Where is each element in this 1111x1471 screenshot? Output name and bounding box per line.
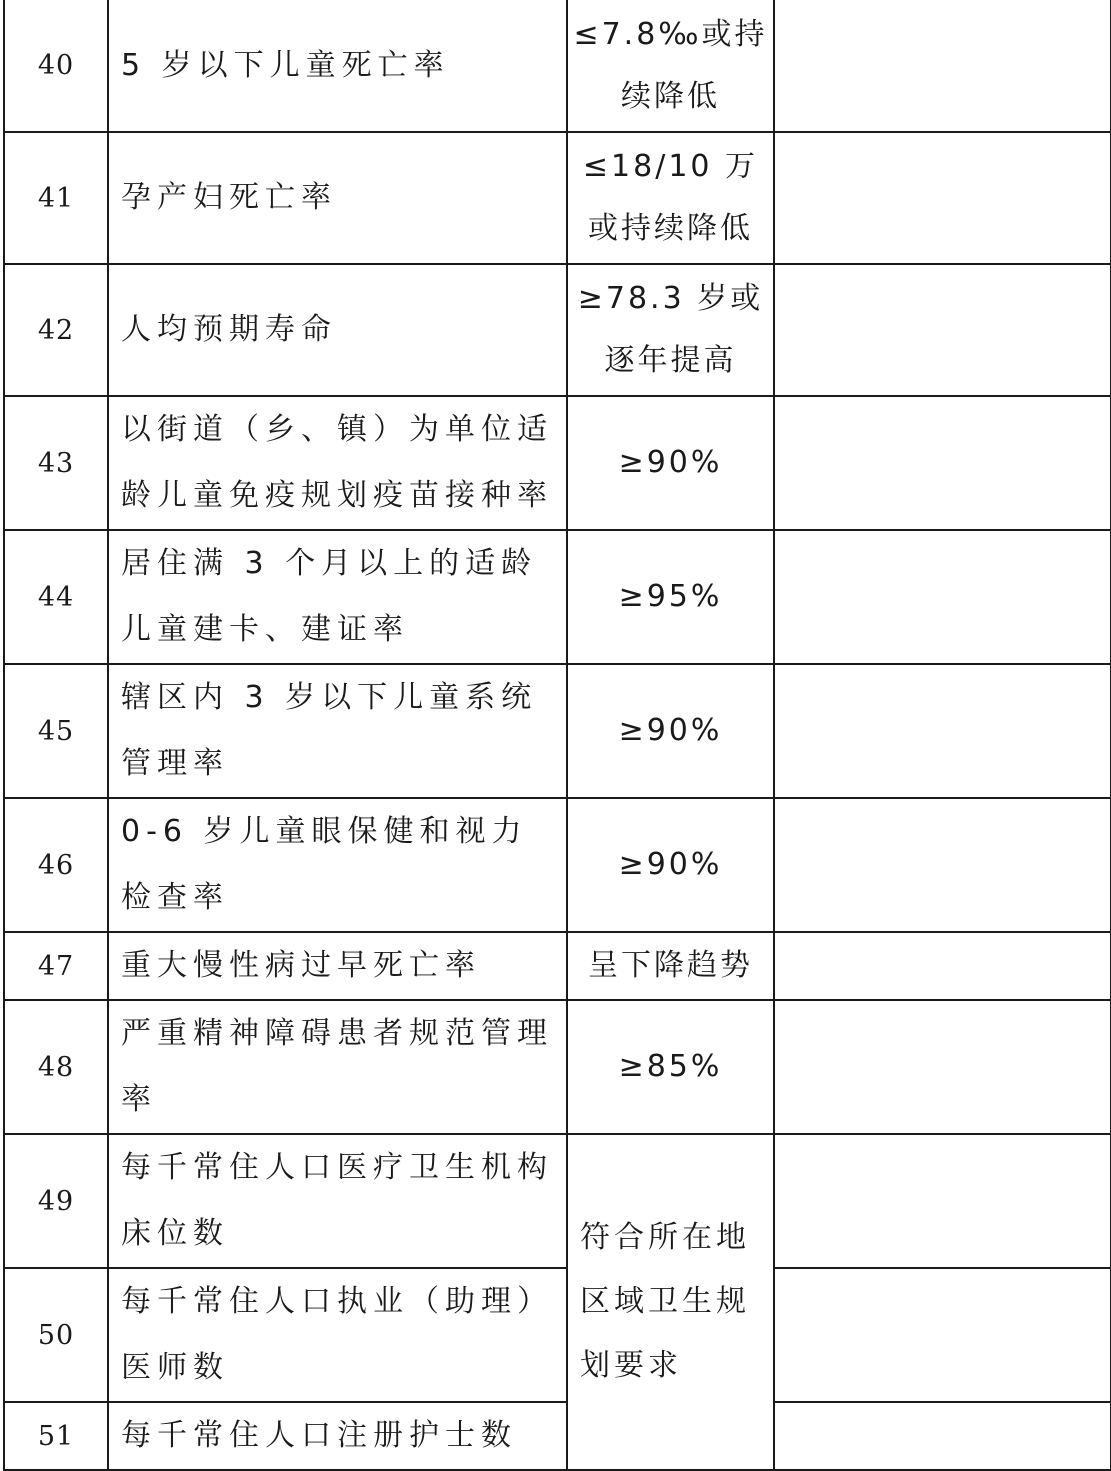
table-row: [4, 1268, 1111, 1402]
row-number: 44: [4, 530, 108, 664]
table-row: [4, 1402, 1111, 1470]
note-cell: [774, 0, 1111, 132]
note-cell: [774, 1000, 1111, 1134]
row-number: 51: [4, 1402, 108, 1470]
row-number: 46: [4, 798, 108, 932]
indicator-cell: 每千常住人口执业（助理）医师数: [108, 1268, 567, 1402]
target-cell: ≥85%: [567, 1000, 774, 1134]
row-number: 42: [4, 264, 108, 396]
indicator-cell: 严重精神障碍患者规范管理率: [108, 1000, 567, 1134]
indicator-cell: 以街道（乡、镇）为单位适龄儿童免疫规划疫苗接种率: [108, 396, 567, 530]
note-cell: [774, 530, 1111, 664]
row-number: 40: [4, 0, 108, 132]
note-cell: [774, 1134, 1111, 1268]
indicator-cell: 0-6 岁儿童眼保健和视力检查率: [108, 798, 567, 932]
row-number: 43: [4, 396, 108, 530]
table-row: [4, 798, 1111, 932]
indicator-cell: 5 岁以下儿童死亡率: [108, 0, 567, 132]
note-cell: [774, 1268, 1111, 1402]
indicator-cell: 每千常住人口医疗卫生机构床位数: [108, 1134, 567, 1268]
row-number: 47: [4, 932, 108, 1000]
table-row: [4, 1000, 1111, 1134]
row-number: 48: [4, 1000, 108, 1134]
indicator-cell: 人均预期寿命: [108, 264, 567, 396]
target-cell: ≥90%: [567, 798, 774, 932]
merged-target-cell: 符合所在地区域卫生规划要求: [567, 1134, 774, 1470]
indicator-cell: 每千常住人口注册护士数: [108, 1402, 567, 1470]
target-cell: ≥90%: [567, 396, 774, 530]
table-row: [4, 1134, 1111, 1268]
row-number: 45: [4, 664, 108, 798]
table-row: [4, 264, 1111, 396]
table-row: [4, 132, 1111, 264]
target-cell: ≥90%: [567, 664, 774, 798]
indicator-cell: 辖区内 3 岁以下儿童系统管理率: [108, 664, 567, 798]
note-cell: [774, 798, 1111, 932]
row-number: 41: [4, 132, 108, 264]
indicator-cell: 孕产妇死亡率: [108, 132, 567, 264]
note-cell: [774, 396, 1111, 530]
table-row: [4, 932, 1111, 1000]
table-row: [4, 0, 1111, 132]
indicator-table: [3, 0, 1111, 1471]
target-cell: 呈下降趋势: [567, 932, 774, 1000]
note-cell: [774, 664, 1111, 798]
target-cell: ≥95%: [567, 530, 774, 664]
row-number: 50: [4, 1268, 108, 1402]
row-number: 49: [4, 1134, 108, 1268]
indicator-cell: 居住满 3 个月以上的适龄儿童建卡、建证率: [108, 530, 567, 664]
note-cell: [774, 1402, 1111, 1470]
table-row: [4, 396, 1111, 530]
note-cell: [774, 264, 1111, 396]
note-cell: [774, 932, 1111, 1000]
target-cell: ≥78.3 岁或逐年提高: [567, 264, 774, 396]
target-cell: ≤18/10 万或持续降低: [567, 132, 774, 264]
table-row: [4, 664, 1111, 798]
target-cell: ≤7.8‰或持续降低: [567, 0, 774, 132]
note-cell: [774, 132, 1111, 264]
indicator-cell: 重大慢性病过早死亡率: [108, 932, 567, 1000]
table-row: [4, 530, 1111, 664]
